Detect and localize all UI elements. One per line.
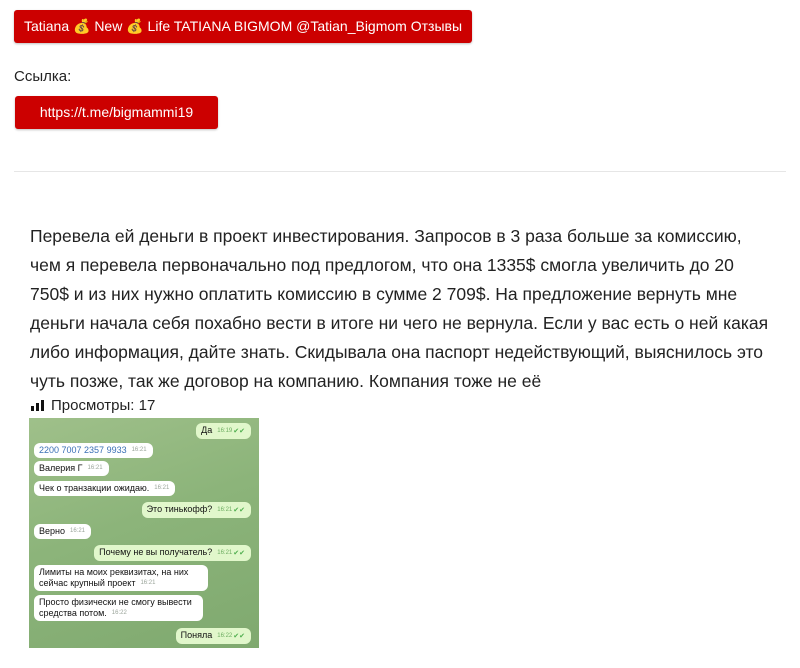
- bar-chart-icon: [31, 400, 44, 411]
- chat-message: Да 16:19✔✔: [196, 423, 251, 439]
- chat-screenshot-image: [29, 418, 259, 648]
- chat-message: Это тинькофф? 16:21✔✔: [142, 502, 251, 518]
- link-label: Ссылка:: [14, 68, 72, 85]
- chat-message: Поняла 16:22✔✔: [176, 628, 251, 644]
- chat-message: 2200 7007 2357 9933 16:21: [34, 443, 153, 458]
- chat-message: Просто физически не смогу вывести средства потом. 16:22: [34, 595, 203, 621]
- section-divider: [14, 171, 786, 172]
- telegram-link-button[interactable]: https://t.me/bigmammi19: [15, 96, 218, 129]
- review-text: Перевела ей деньги в проект инвестирования. Запросов в 3 раза больше за комиссию, чем я перевела первоначально под предлогом, что она 1335$ смогла увеличить до 20 750$ и из них нужно оплатить комиссию в сумме 2 709$. На предложение вернуть мне деньги начала себя похабно вести в итоге ни чего не вернула. Если у вас есть о ней какая либо информация, дайте знать. Скидывала она паспорт недействующий, выяснилось это чуть позже, так же договор на компанию. Компания тоже не её: [30, 226, 769, 391]
- chat-message: Лимиты на моих реквизитах, на них сейчас крупный проект 16:21: [34, 565, 208, 591]
- chat-message: Чек о транзакции ожидаю. 16:21: [34, 481, 175, 496]
- author-tag-button[interactable]: Tatiana 💰 New 💰 Life TATIANA BIGMOM @Tatian_Bigmom Отзывы: [14, 10, 472, 43]
- chat-message: Валерия Г 16:21: [34, 461, 109, 476]
- chat-message: Верно 16:21: [34, 524, 91, 539]
- chat-message: Почему не вы получатель? 16:21✔✔: [94, 545, 251, 561]
- views-counter: [31, 397, 155, 414]
- views-label: Просмотры: 17: [51, 397, 156, 414]
